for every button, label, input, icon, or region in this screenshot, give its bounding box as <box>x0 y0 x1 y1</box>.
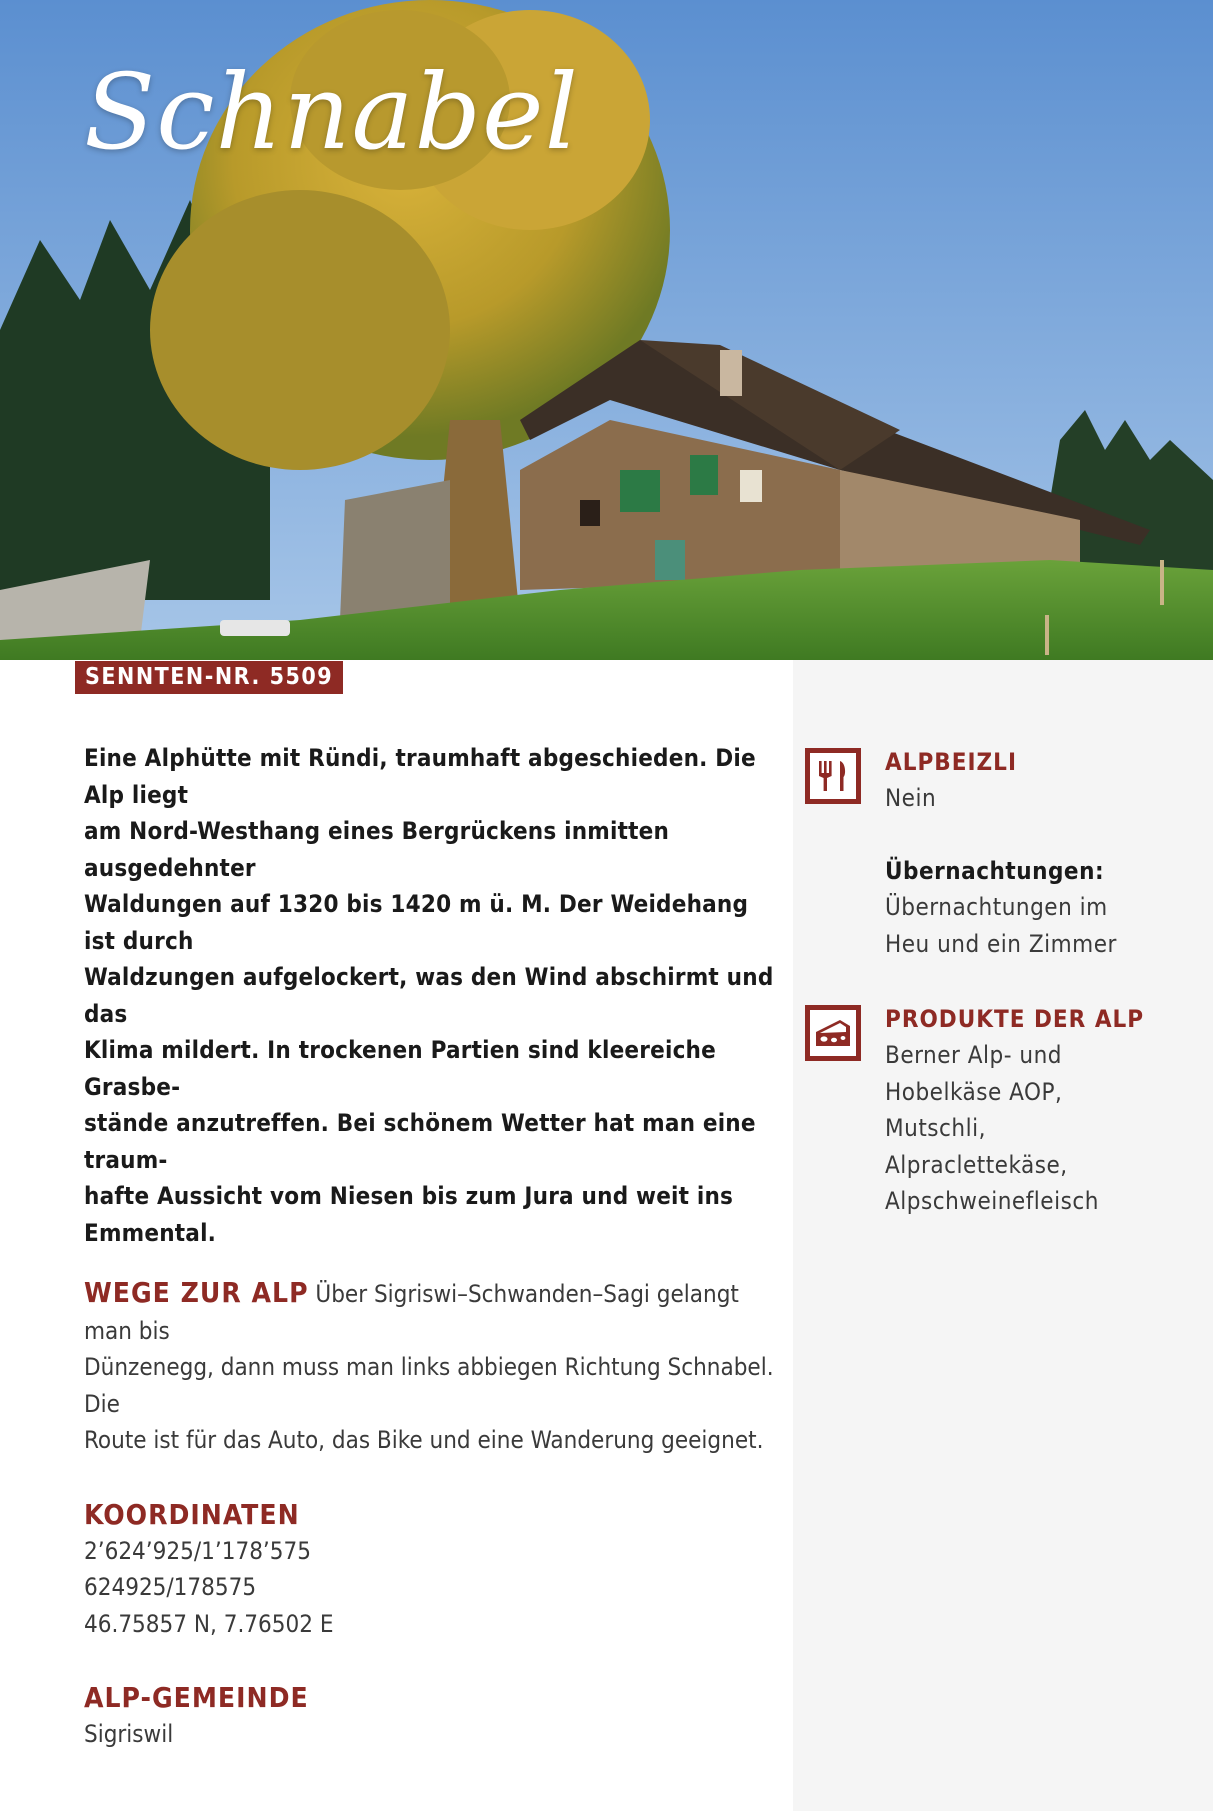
alpbeizli-value: Nein <box>885 784 937 812</box>
municipality-section <box>84 1680 784 1753</box>
intro-line: hafte Aussicht vom Niesen bis zum Jura und weit ins Emmental. <box>84 1182 734 1247</box>
coordinate-line: 46.75857 N, 7.76502 E <box>84 1609 334 1638</box>
product-line: Berner Alp- und <box>885 1041 1062 1069</box>
intro-line: am Nord-Westhang eines Bergrückens inmitten ausgedehnter <box>84 817 670 882</box>
intro-line: stände anzutreffen. Bei schönem Wetter hat man eine traum- <box>84 1109 756 1174</box>
alpbeizli-block <box>885 744 1205 962</box>
sennten-number-badge: SENNTEN-NR. 5509 <box>75 661 343 694</box>
coordinates-section <box>84 1497 784 1643</box>
intro-paragraph <box>84 740 784 1251</box>
routes-line <box>84 1275 784 1349</box>
routes-heading: WEGE ZUR ALP <box>84 1276 309 1309</box>
fork-knife-icon <box>805 748 861 804</box>
cheese-icon <box>805 1005 861 1061</box>
page-title: Schnabel <box>84 51 579 173</box>
municipality-heading: ALP-GEMEINDE <box>84 1681 309 1714</box>
alpbeizli-heading: ALPBEIZLI <box>885 748 1017 776</box>
routes-line: Dünzenegg, dann muss man links abbiegen Richtung Schnabel. Die <box>84 1353 774 1418</box>
products-block <box>885 1001 1205 1220</box>
hero-photo <box>0 0 1213 660</box>
product-line: Alpschweinefleisch <box>885 1187 1099 1215</box>
overnight-line: Heu und ein Zimmer <box>885 929 1117 958</box>
intro-line: Eine Alphütte mit Ründi, traumhaft abgeschieden. Die Alp liegt <box>84 744 756 809</box>
municipality-value: Sigriswil <box>84 1720 174 1748</box>
product-line: Mutschli, <box>885 1114 986 1142</box>
coordinates-heading: KOORDINATEN <box>84 1497 300 1531</box>
overnight-line: Übernachtungen im <box>885 893 1108 921</box>
product-line: Alpraclettekäse, <box>885 1150 1068 1179</box>
main-content <box>84 740 784 1753</box>
intro-line: Klima mildert. In trockenen Partien sind kleereiche Grasbe- <box>84 1036 716 1101</box>
routes-line: Route ist für das Auto, das Bike und eine Wanderung geeignet. <box>84 1426 764 1454</box>
overnight-heading: Übernachtungen: <box>885 856 1105 885</box>
intro-line: Waldzungen aufgelockert, was den Wind abschirmt und das <box>84 963 774 1028</box>
coordinate-line: 2’624’925/1’178’575 <box>84 1536 311 1565</box>
coordinate-line: 624925/178575 <box>84 1573 257 1601</box>
products-heading: PRODUKTE DER ALP <box>885 1005 1145 1033</box>
routes-paragraph <box>84 1275 784 1459</box>
product-line: Hobelkäse AOP, <box>885 1077 1063 1106</box>
intro-line: Waldungen auf 1320 bis 1420 m ü. M. Der Weidehang ist durch <box>84 890 749 955</box>
routes-text: Über Sigriswi–Schwanden–Sagi gelangt man bis <box>84 1280 739 1345</box>
